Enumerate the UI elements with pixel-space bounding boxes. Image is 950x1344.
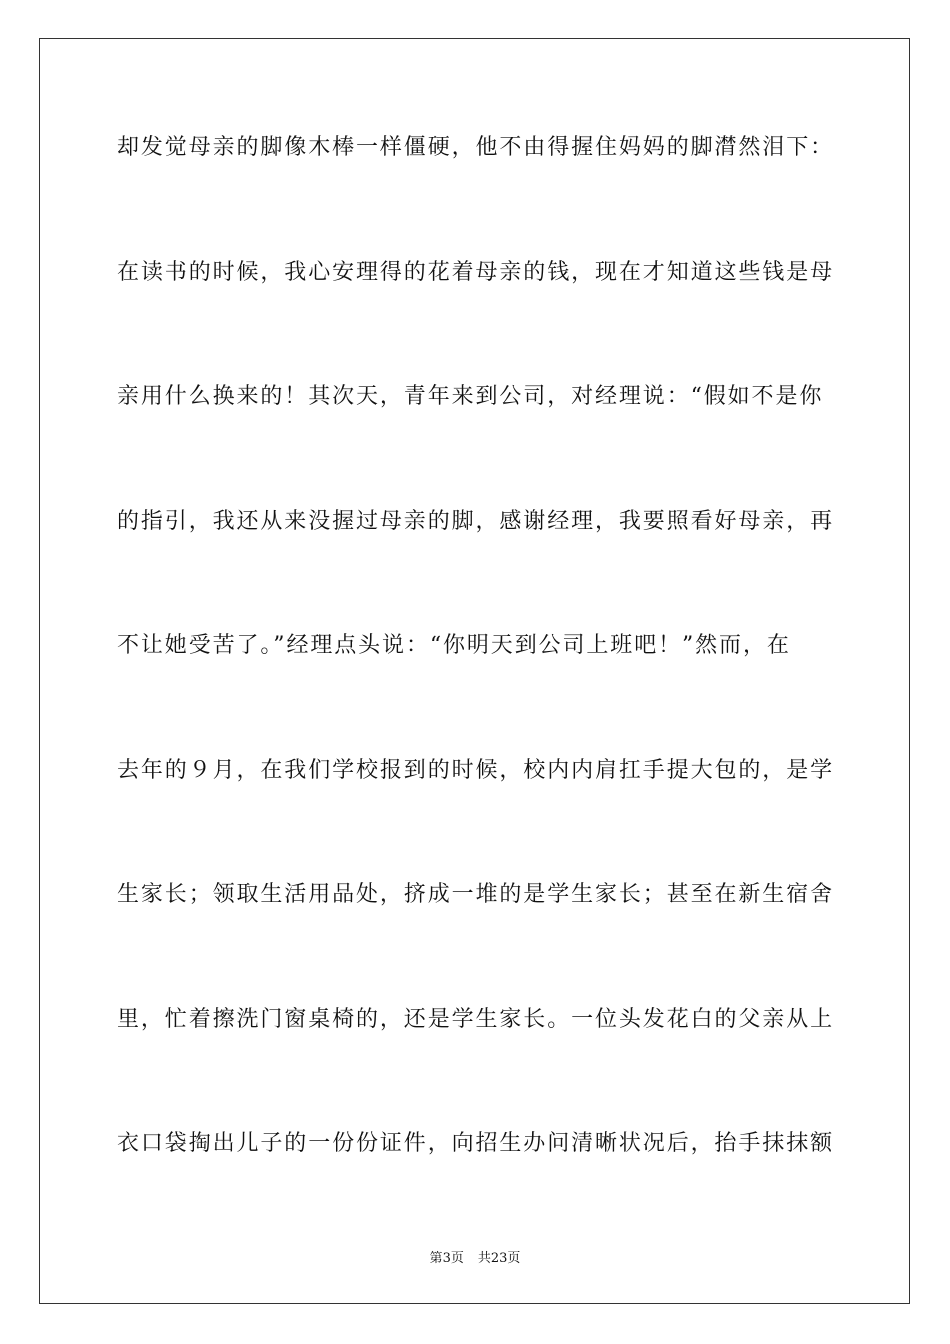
text-line-4: 的指引，我还从来没握过母亲的脚，感谢经理，我要照看好母亲，再 <box>117 508 835 534</box>
text-line-2: 在读书的时候，我心安理得的花着母亲的钱，现在才知道这些钱是母 <box>117 259 835 285</box>
text-line-3: 亲用什么换来的！其次天，青年来到公司，对经理说：“假如不是你 <box>117 384 824 409</box>
text-line-7: 生家长；领取生活用品处，挤成一堆的是学生家长；甚至在新生宿舍 <box>117 882 835 907</box>
text-line-1: 却发觉母亲的脚像木棒一样僵硬，他不由得握住妈妈的脚潸然泪下： <box>117 135 835 160</box>
total-suffix: 页 <box>507 1251 521 1266</box>
text-line-8: 里，忙着擦洗门窗桌椅的，还是学生家长。一位头发花白的父亲从上 <box>117 1006 835 1032</box>
document-body <box>117 118 833 1239</box>
text-line-5: 不让她受苦了。”经理点头说：“你明天到公司上班吧！”然而，在 <box>117 633 791 658</box>
total-label: 共 <box>477 1251 491 1266</box>
text-line-6: 去年的９月，在我们学校报到的时候，校内内肩扛手提大包的，是学 <box>117 757 835 783</box>
page-footer <box>0 1247 950 1266</box>
total-pages: 23 <box>490 1251 508 1266</box>
page-number: 3 <box>442 1251 451 1266</box>
page-suffix: 页 <box>450 1251 464 1266</box>
page-label: 第 <box>429 1251 443 1266</box>
text-line-9: 衣口袋掏出儿子的一份份证件，向招生办问清晰状况后，抬手抹抹额 <box>117 1131 835 1156</box>
